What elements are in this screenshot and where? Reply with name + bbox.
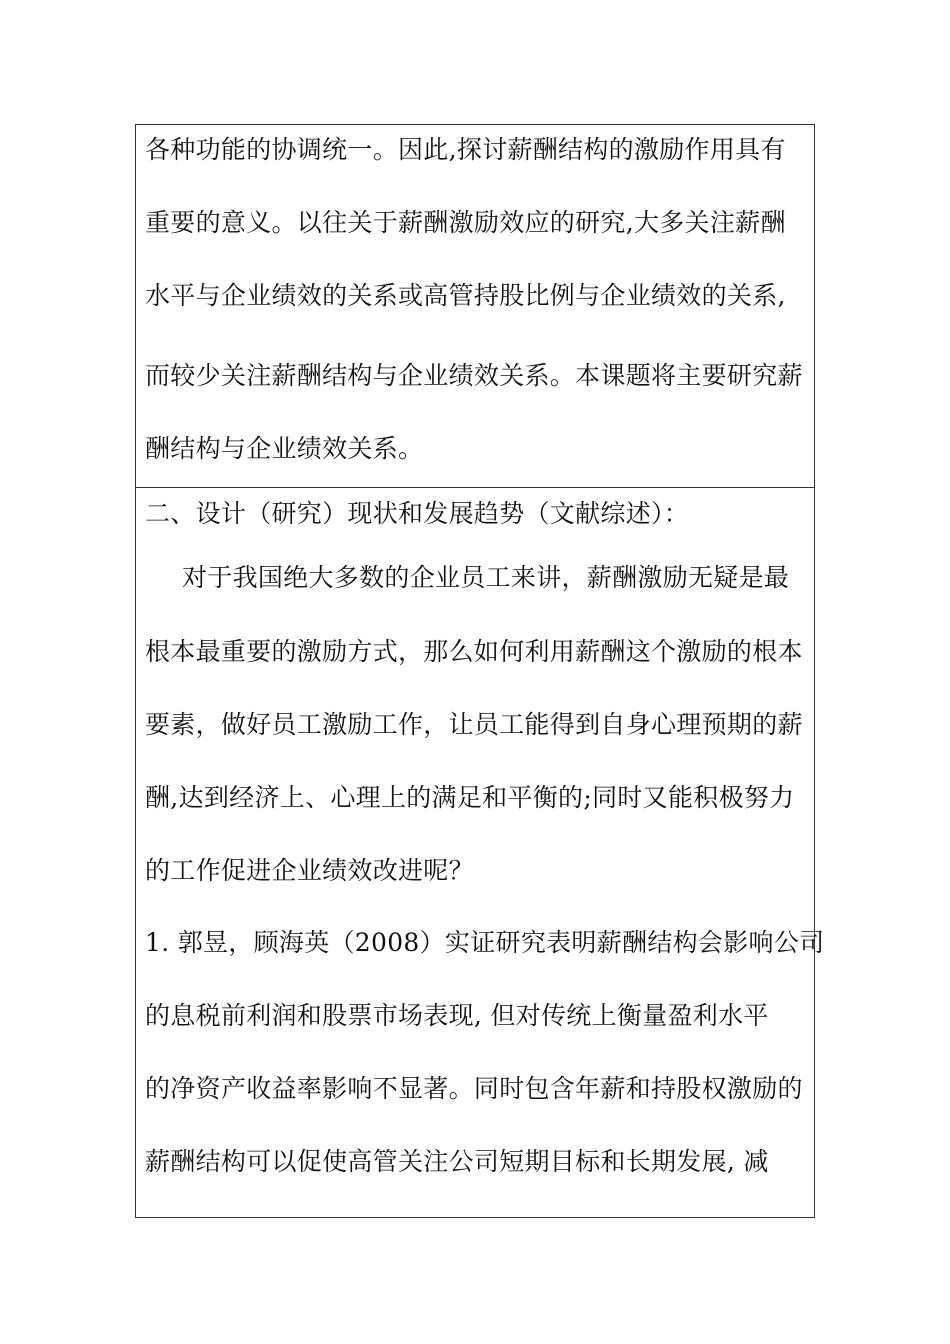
item-1-line-1: 1. 郭昱，顾海英（2008）实证研究表明薪酬结构会影响公司 <box>145 928 825 957</box>
paragraph-line-1: 对于我国绝大多数的企业员工来讲，薪酬激励无疑是最 <box>182 563 790 592</box>
item-1-line-2: 的息税前利润和股票市场表现, 但对传统上衡量盈利水平 <box>145 1001 769 1030</box>
document-table <box>135 124 825 1218</box>
upper-line-3: 水平与企业绩效的关系或高管持股比例与企业绩效的关系, <box>145 281 786 310</box>
paragraph-line-4: 酬,达到经济上、心理上的满足和平衡的;同时又能积极努力 <box>145 783 795 812</box>
upper-line-1: 各种功能的协调统一。因此,探讨薪酬结构的激励作用具有 <box>145 135 786 164</box>
item-1-line-4: 薪酬结构可以促使高管关注公司短期目标和长期发展, 减 <box>145 1147 769 1176</box>
upper-line-2: 重要的意义。以往关于薪酬激励效应的研究,大多关注薪酬 <box>145 208 786 237</box>
upper-line-5: 酬结构与企业绩效关系。 <box>145 434 424 463</box>
paragraph-line-2: 根本最重要的激励方式，那么如何利用薪酬这个激励的根本 <box>145 637 803 666</box>
cell-divider <box>136 487 814 488</box>
upper-line-4: 而较少关注薪酬结构与企业绩效关系。本课题将主要研究薪 <box>145 361 803 390</box>
paragraph-line-5: 的工作促进企业绩效改进呢？ <box>145 856 474 885</box>
section-heading: 二、设计（研究）现状和发展趋势（文献综述）： <box>145 499 690 528</box>
item-1-line-3: 的净资产收益率影响不显著。同时包含年薪和持股权激励的 <box>145 1074 803 1103</box>
paragraph-line-3: 要素，做好员工激励工作，让员工能得到自身心理预期的薪 <box>145 710 803 739</box>
